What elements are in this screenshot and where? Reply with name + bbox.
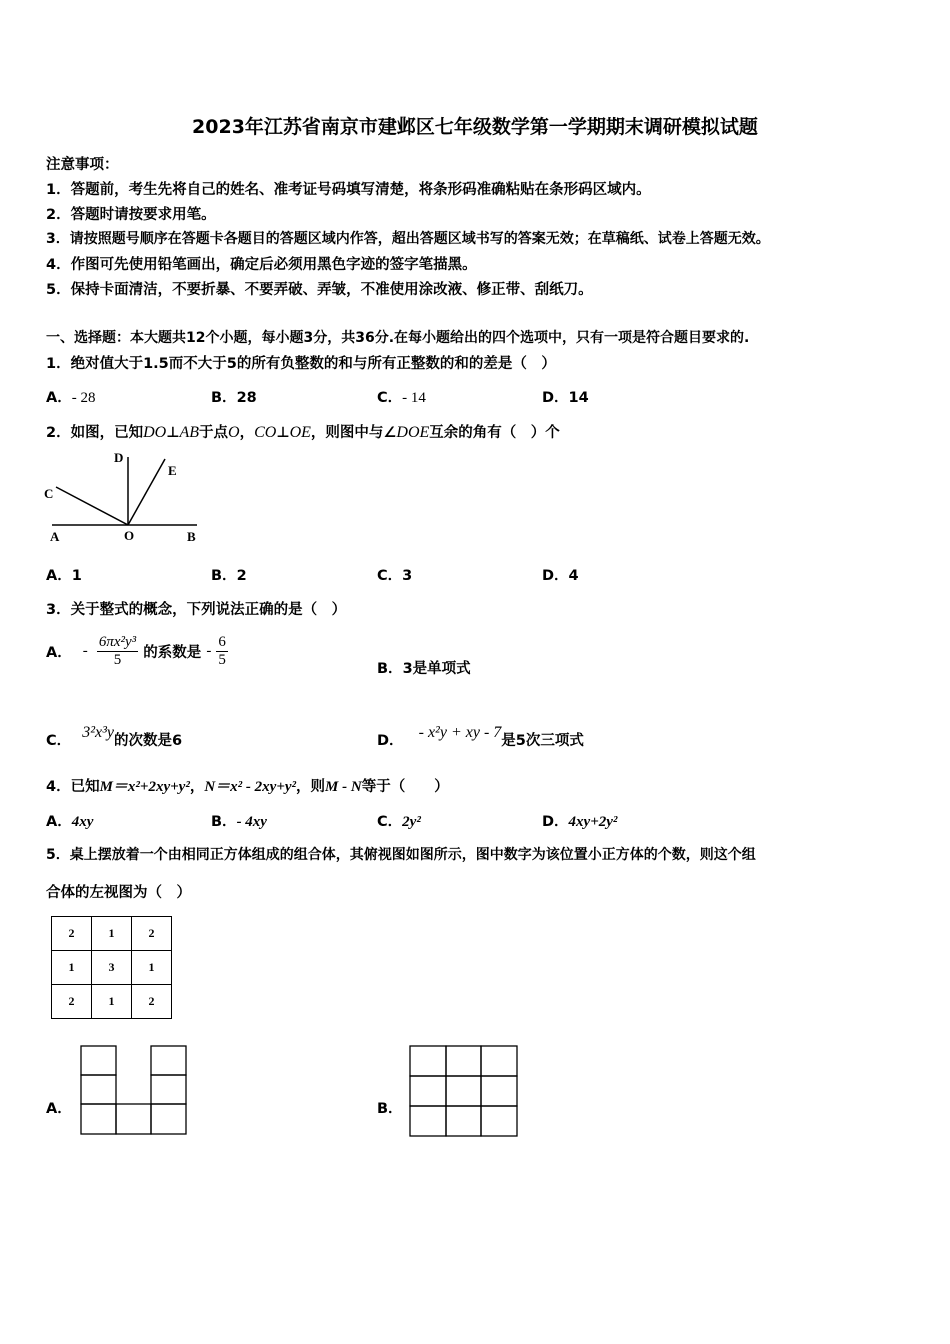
grid-cell: 1 [92,917,132,951]
q4-option-d[interactable] [542,810,617,831]
q4-option-b[interactable] [211,810,267,831]
q1-d-label: D． [542,390,569,406]
q4-m-minus-n: M - N [325,779,362,795]
q3-a-coef-numerator: 6 [218,634,226,650]
q4-d-label: D． [542,814,569,830]
grid-cell: 2 [52,985,92,1019]
q1-c-label: C． [377,390,403,406]
q3-d-label: D． [377,733,404,749]
ray-oe [128,459,165,525]
grid-row [52,917,172,951]
grid-cell: 2 [52,917,92,951]
notice-item-1: 1．答题前，考生先将自己的姓名、准考证号码填写清楚，将条形码准确粘贴在条形码区域内。 [46,182,651,198]
q2-d-label: D． [542,568,569,584]
cube-face [151,1104,186,1134]
q5-stem-line-1: 5．桌上摆放着一个由相同正方体组成的组合体，其俯视图如图所示，图中数字为该位置小正方体的个数，则这个组 [46,847,756,863]
q4-m-definition: M＝x²+2xy+y² [99,779,190,795]
q4-c-label: C． [377,814,403,830]
q2-option-a[interactable] [46,564,82,585]
q2-mid-1: 于点 [199,425,229,441]
grid-cell: 2 [132,917,172,951]
q3-a-numerator: 6πx²y³ [98,634,137,650]
q5-stem-line-2: 合体的左视图为（ ） [46,885,191,901]
grid-cell: 1 [92,985,132,1019]
cube-face [81,1046,116,1075]
q2-o: O [228,424,240,441]
q2-stem [46,421,560,442]
grid-cell: 2 [132,985,172,1019]
q2-perp-1: ⊥ [166,425,180,441]
q1-a-value: - 28 [71,390,96,406]
q3-stem: 3．关于整式的概念，下列说法正确的是（ ） [46,602,347,618]
q4-stem-pre: 4．已知 [46,779,100,795]
q2-co: CO [254,424,277,441]
q2-b-value: 2 [236,568,247,584]
q1-c-value: - 14 [402,390,426,406]
q2-option-c[interactable] [377,564,412,585]
q3-c-label: C． [46,733,72,749]
q3-option-d[interactable] [377,717,584,750]
q2-do: DO [143,424,167,441]
q2-doe: DOE [396,424,430,441]
q3-option-c[interactable] [46,717,182,750]
label-o: O [124,528,135,543]
grid-row [52,985,172,1019]
notice-item-2: 2．答题时请按要求用笔。 [46,207,216,223]
q2-a-value: 1 [71,568,82,584]
q2-ab: AB [179,424,200,441]
q4-c-value: 2y² [402,814,421,830]
q3-a-coef-fraction [216,634,228,669]
q2-angle-figure [40,445,210,550]
q3-a-text: 的系数是 [143,645,202,661]
cube-face [410,1106,446,1136]
cube-face [151,1075,186,1104]
q2-b-label: B． [211,568,237,584]
cube-face [481,1106,517,1136]
q4-option-a[interactable] [46,810,93,831]
q3-b-label: B． [377,661,403,677]
q3-c-text: 的次数是6 [114,733,183,749]
notice-heading: 注意事项： [46,157,119,173]
q4-stem-post: 等于（ ） [361,779,449,795]
page-title: 2023年江苏省南京市建邺区七年级数学第一学期期末调研模拟试题 [192,116,758,138]
label-a: A [50,529,60,544]
q2-d-value: 4 [568,568,579,584]
q1-stem: 1．绝对值大于1.5而不大于5的所有负整数的和与所有正整数的和的差是（ ） [46,356,556,372]
q1-d-value: 14 [568,390,589,406]
q2-mid-2: ，则图中与∠ [310,425,397,441]
q4-stem-mid: ，则 [296,779,326,795]
q3-option-a[interactable] [46,634,228,669]
label-d: D [114,450,124,465]
grid-cell: 3 [92,951,132,985]
q2-a-label: A． [46,568,72,584]
q1-b-label: B． [211,390,237,406]
cube-face [151,1046,186,1075]
q4-a-label: A． [46,814,72,830]
q1-option-a[interactable] [46,386,95,407]
q1-a-label: A． [46,390,72,406]
q3-option-b[interactable] [377,657,471,678]
q3-a-denominator: 5 [113,652,122,668]
q2-option-b[interactable] [211,564,247,585]
q5-option-a-figure[interactable] [80,1045,188,1137]
q4-option-c[interactable] [377,810,421,831]
q2-stem-post: 互余的角有（ ）个 [429,425,560,441]
q5-top-view-grid [51,916,172,1019]
cube-face [81,1104,116,1134]
q1-option-b[interactable] [211,386,257,407]
q1-option-c[interactable] [377,386,426,407]
q4-n-definition: N＝x² - 2xy+y² [204,779,297,795]
q4-b-label: B． [211,814,237,830]
q2-c-label: C． [377,568,403,584]
q4-stem [46,775,449,796]
q5-option-b-figure[interactable] [409,1045,519,1138]
label-b: B [187,529,196,544]
q3-d-text: 是5次三项式 [501,733,584,749]
grid-row [52,951,172,985]
q2-oe: OE [289,424,311,441]
q3-a-coef-minus: - [206,643,212,659]
notice-item-5: 5．保持卡面清洁，不要折暴、不要弄破、弄皱，不准使用涂改液、修正带、刮纸刀。 [46,282,593,298]
grid-cell: 1 [132,951,172,985]
cube-face [81,1075,116,1104]
q4-d-value: 4xy+2y² [568,814,618,830]
q3-a-minus: - [82,643,88,659]
q2-c-value: 3 [402,568,413,584]
q3-a-coef-denominator: 5 [218,652,226,668]
q2-stem-pre: 2．如图，已知 [46,425,144,441]
cube-face [410,1076,446,1106]
q4-comma: ， [189,779,205,795]
q3-a-fraction [97,634,138,669]
cube-face [446,1076,481,1106]
q1-b-value: 28 [236,390,257,406]
q4-b-value: - 4xy [236,814,267,830]
q3-b-value: 3是单项式 [402,661,471,677]
cube-face [481,1046,517,1076]
q3-d-expression: - x²y + xy - 7 [418,724,502,741]
q4-a-value: 4xy [71,814,94,830]
label-c: C [44,486,54,501]
q5-b-label[interactable]: B． [377,1101,403,1117]
q1-option-d[interactable] [542,386,589,407]
q2-perp-2: ⊥ [276,425,290,441]
cube-face [446,1106,481,1136]
q2-comma: ， [239,425,255,441]
q5-a-label[interactable]: A． [46,1101,72,1117]
q3-a-label: A． [46,645,72,661]
ray-oc [56,487,128,525]
notice-item-4: 4．作图可先使用铅笔画出，确定后必须用黑色字迹的签字笔描黑。 [46,257,477,273]
grid-cell: 1 [52,951,92,985]
cube-face [481,1076,517,1106]
cube-face [116,1104,151,1134]
notice-item-3: 3．请按照题号顺序在答题卡各题目的答题区域内作答，超出答题区域书写的答案无效；在草稿纸、试卷上答题无效。 [46,231,770,247]
q3-c-expression: 3²x³y [82,724,115,741]
cube-face [410,1046,446,1076]
q2-option-d[interactable] [542,564,579,585]
cube-face [446,1046,481,1076]
label-e: E [168,463,177,478]
section-1-heading: 一、选择题：本大题共12个小题，每小题3分，共36分.在每小题给出的四个选项中，只有一项是符合题目要求的. [46,330,750,346]
